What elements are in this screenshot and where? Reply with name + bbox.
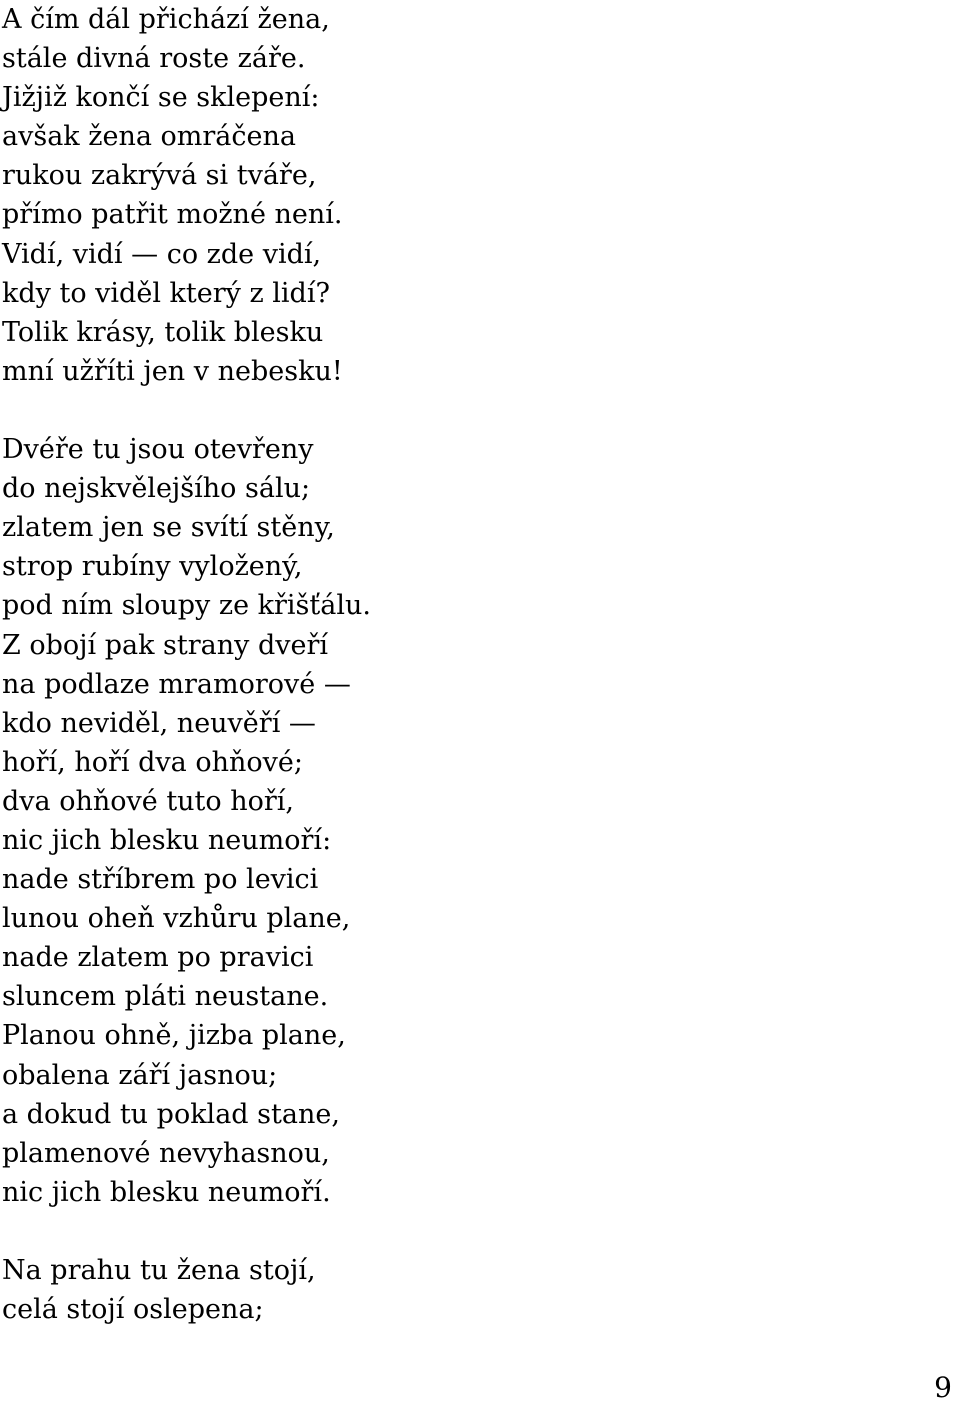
poem-line: lunou oheň vzhůru plane, xyxy=(2,903,351,935)
poem-line: Jižjiž končí se sklepení: xyxy=(2,82,320,114)
poem-line: nade stříbrem po levici xyxy=(2,864,319,896)
poem-line: rukou zakrývá si tváře, xyxy=(2,160,317,192)
poem-line: Vidí, vidí — co zde vidí, xyxy=(2,238,322,270)
stanza-3 xyxy=(2,1251,942,1329)
poem-line: Tolik krásy, tolik blesku xyxy=(2,316,324,348)
poem-line: hoří, hoří dva ohňové; xyxy=(2,746,303,778)
poem-line: Na prahu tu žena stojí, xyxy=(2,1255,316,1286)
stanza-break xyxy=(2,391,942,430)
poem-line: stále divná roste záře. xyxy=(2,43,306,75)
poem-line: obalena září jasnou; xyxy=(2,1059,278,1091)
stanza-1 xyxy=(2,0,942,391)
poem-line: do nejskvělejšího sálu; xyxy=(2,473,311,505)
stanza-break xyxy=(2,1212,942,1251)
poem-line: Z obojí pak strany dveří xyxy=(2,629,329,661)
poem-line: nic jich blesku neumoří: xyxy=(2,824,332,856)
poem-line: přímo patřit možné není. xyxy=(2,199,343,231)
poem-line: nic jich blesku neumoří. xyxy=(2,1176,331,1208)
poem-line: plamenové nevyhasnou, xyxy=(2,1137,330,1169)
stanza-2 xyxy=(2,430,942,1212)
poem-line: zlatem jen se svítí stěny, xyxy=(2,512,335,544)
page-number: 9 xyxy=(934,1371,952,1404)
poem-line: celá stojí oslepena; xyxy=(2,1294,264,1326)
poem-line: avšak žena omráčena xyxy=(2,121,296,153)
poem-line: kdy to viděl který z lidí? xyxy=(2,277,330,309)
poem-line: a dokud tu poklad stane, xyxy=(2,1098,340,1130)
poem-line: mní užříti jen v nebesku! xyxy=(2,355,343,387)
poem-line: sluncem pláti neustane. xyxy=(2,981,329,1013)
poem-line: na podlaze mramorové — xyxy=(2,668,351,700)
poem-line: dva ohňové tuto hoří, xyxy=(2,785,295,817)
poem-line: Planou ohně, jizba plane, xyxy=(2,1020,346,1052)
poem-line: A čím dál přichází žena, xyxy=(2,4,330,35)
poem-line: kdo neviděl, neuvěří — xyxy=(2,707,316,739)
poem-line: pod ním sloupy ze křišťálu. xyxy=(2,590,371,622)
poem-line: Dvéře tu jsou otevřeny xyxy=(2,434,314,466)
poem-line: nade zlatem po pravici xyxy=(2,942,314,974)
poem-text xyxy=(2,0,942,1329)
poem-line: strop rubíny vyložený, xyxy=(2,551,303,583)
